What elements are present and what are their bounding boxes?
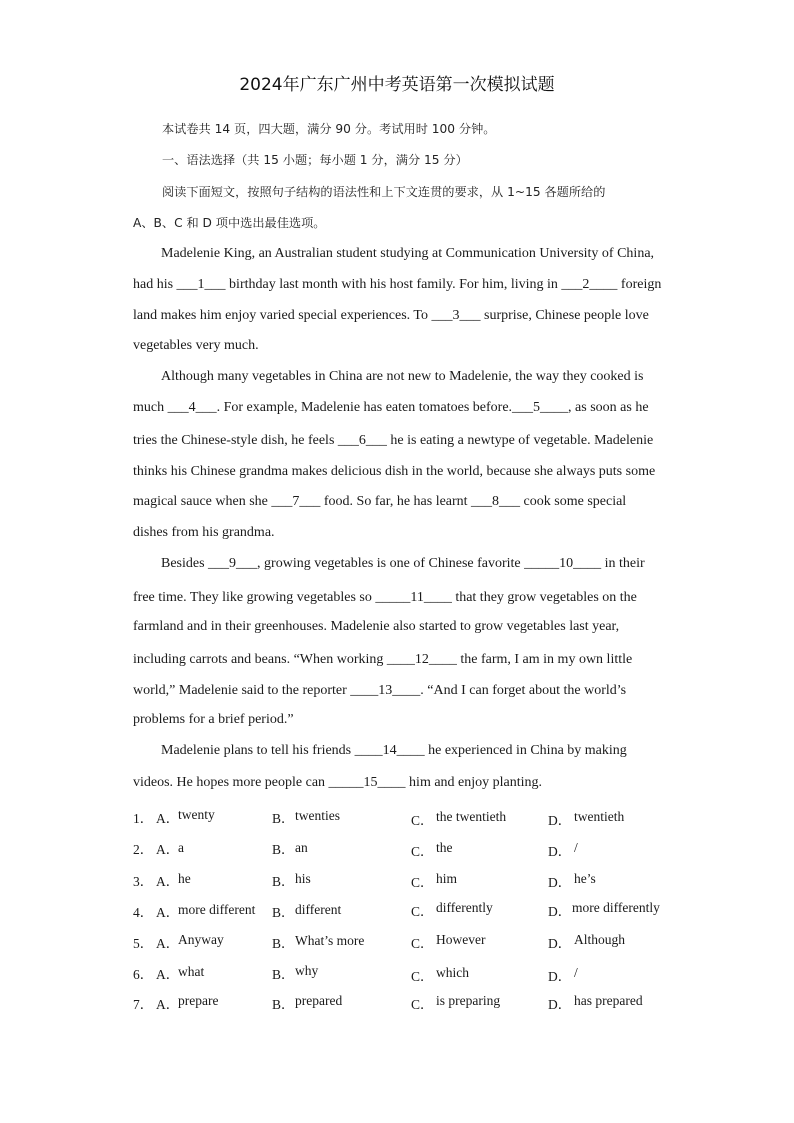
option-b-text: an: [295, 840, 308, 855]
option-c-label: C．: [411, 813, 434, 828]
option-c-label: C．: [411, 936, 434, 951]
option-a-text: Anyway: [178, 932, 224, 947]
option-b-label: B．: [272, 936, 295, 951]
option-d-label: D．: [548, 936, 572, 951]
question-number: 6．: [133, 967, 154, 982]
passage-line: including carrots and beans. “When working ____12____ the farm, I am in my own little: [133, 652, 633, 667]
option-d-text: twentieth: [574, 809, 625, 824]
option-c-text: the twentieth: [436, 809, 507, 824]
passage-line: Besides ___9___, growing vegetables is one of Chinese favorite _____10____ in their: [161, 556, 645, 571]
option-d-text: Although: [574, 932, 626, 947]
passage-line: had his ___1___ birthday last month with his host family. For him, living in ___2____ foreign: [133, 277, 662, 292]
question-number: 3．: [133, 874, 154, 889]
option-c-label: C．: [411, 844, 434, 859]
question-number: 4．: [133, 905, 154, 920]
option-c-text: the: [436, 840, 453, 855]
question-number: 1．: [133, 811, 154, 826]
option-b-text: What’s more: [295, 933, 365, 948]
option-a-label: A．: [156, 967, 180, 982]
option-d-text: /: [574, 965, 578, 980]
passage-line: videos. He hopes more people can _____15____ him and enjoy planting.: [133, 775, 543, 790]
page-title: 2024年广东广州中考英语第一次模拟试题: [239, 75, 555, 95]
option-b-text: why: [295, 963, 319, 978]
option-b-label: B．: [272, 905, 295, 920]
option-a-text: more different: [178, 902, 256, 917]
option-d-text: more differently: [572, 900, 660, 915]
passage-line: Madelenie King, an Australian student studying at Communication University of China,: [161, 246, 655, 261]
option-d-label: D．: [548, 813, 572, 828]
question-number: 7．: [133, 997, 154, 1012]
option-b-label: B．: [272, 811, 295, 826]
option-c-text: However: [436, 932, 486, 947]
passage-line: magical sauce when she ___7___ food. So far, he has learnt ___8___ cook some special: [133, 494, 627, 509]
option-a-label: A．: [156, 997, 180, 1012]
option-d-text: he’s: [574, 871, 596, 886]
option-c-text: differently: [436, 900, 493, 915]
passage-line: Madelenie plans to tell his friends ____14____ he experienced in China by making: [161, 743, 627, 758]
option-a-text: a: [178, 840, 184, 855]
option-a-text: prepare: [178, 993, 219, 1008]
option-c-text: him: [436, 871, 458, 886]
question-number: 2．: [133, 842, 154, 857]
option-b-label: B．: [272, 842, 295, 857]
option-b-text: twenties: [295, 808, 340, 823]
option-b-text: prepared: [295, 993, 343, 1008]
passage-line: vegetables very much.: [133, 338, 259, 353]
option-c-label: C．: [411, 875, 434, 890]
exam-info: 本试卷共 14 页，四大题，满分 90 分。考试用时 100 分钟。: [162, 122, 496, 136]
option-a-label: A．: [156, 936, 180, 951]
option-c-label: C．: [411, 904, 434, 919]
instruction-line-1: 阅读下面短文，按照句子结构的语法性和上下文连贯的要求，从 1~15 各题所给的: [162, 185, 606, 199]
option-c-label: C．: [411, 997, 434, 1012]
option-a-text: twenty: [178, 807, 215, 822]
passage-line: free time. They like growing vegetables so _____11____ that they grow vegetables on the: [133, 590, 637, 605]
option-d-label: D．: [548, 844, 572, 859]
option-d-label: D．: [548, 997, 572, 1012]
instruction-line-2: A、B、C 和 D 项中选出最佳选项。: [133, 216, 326, 230]
passage-line: dishes from his grandma.: [133, 525, 275, 540]
option-a-label: A．: [156, 874, 180, 889]
option-a-text: what: [178, 964, 205, 979]
passage-line: land makes him enjoy varied special experiences. To ___3___ surprise, Chinese people love: [133, 308, 649, 323]
option-a-label: A．: [156, 905, 180, 920]
section-heading: 一、语法选择（共 15 小题；每小题 1 分，满分 15 分）: [162, 153, 468, 167]
option-d-text: has prepared: [574, 993, 643, 1008]
passage-line: much ___4___. For example, Madelenie has eaten tomatoes before.___5____, as soon as he: [133, 400, 649, 415]
option-c-text: is preparing: [436, 993, 501, 1008]
option-c-text: which: [436, 965, 469, 980]
passage-line: world,” Madelenie said to the reporter ____13____. “And I can forget about the world’s: [133, 683, 627, 698]
passage-line: farmland and in their greenhouses. Madelenie also started to grow vegetables last year,: [133, 619, 620, 634]
option-c-label: C．: [411, 969, 434, 984]
option-a-label: A．: [156, 842, 180, 857]
option-b-text: different: [295, 902, 342, 917]
passage-line: problems for a brief period.”: [133, 712, 294, 727]
option-a-text: he: [178, 871, 191, 886]
option-b-label: B．: [272, 874, 295, 889]
option-d-text: /: [574, 840, 578, 855]
passage-line: thinks his Chinese grandma makes delicious dish in the world, because she always puts some: [133, 464, 656, 479]
option-d-label: D．: [548, 875, 572, 890]
option-d-label: D．: [548, 904, 572, 919]
passage-line: tries the Chinese-style dish, he feels ___6___ he is eating a newtype of vegetable. Madelenie: [133, 433, 654, 448]
passage-line: Although many vegetables in China are not new to Madelenie, the way they cooked is: [161, 369, 644, 384]
question-number: 5．: [133, 936, 154, 951]
option-b-text: his: [295, 871, 311, 886]
option-a-label: A．: [156, 811, 180, 826]
option-d-label: D．: [548, 969, 572, 984]
option-b-label: B．: [272, 967, 295, 982]
option-b-label: B．: [272, 997, 295, 1012]
